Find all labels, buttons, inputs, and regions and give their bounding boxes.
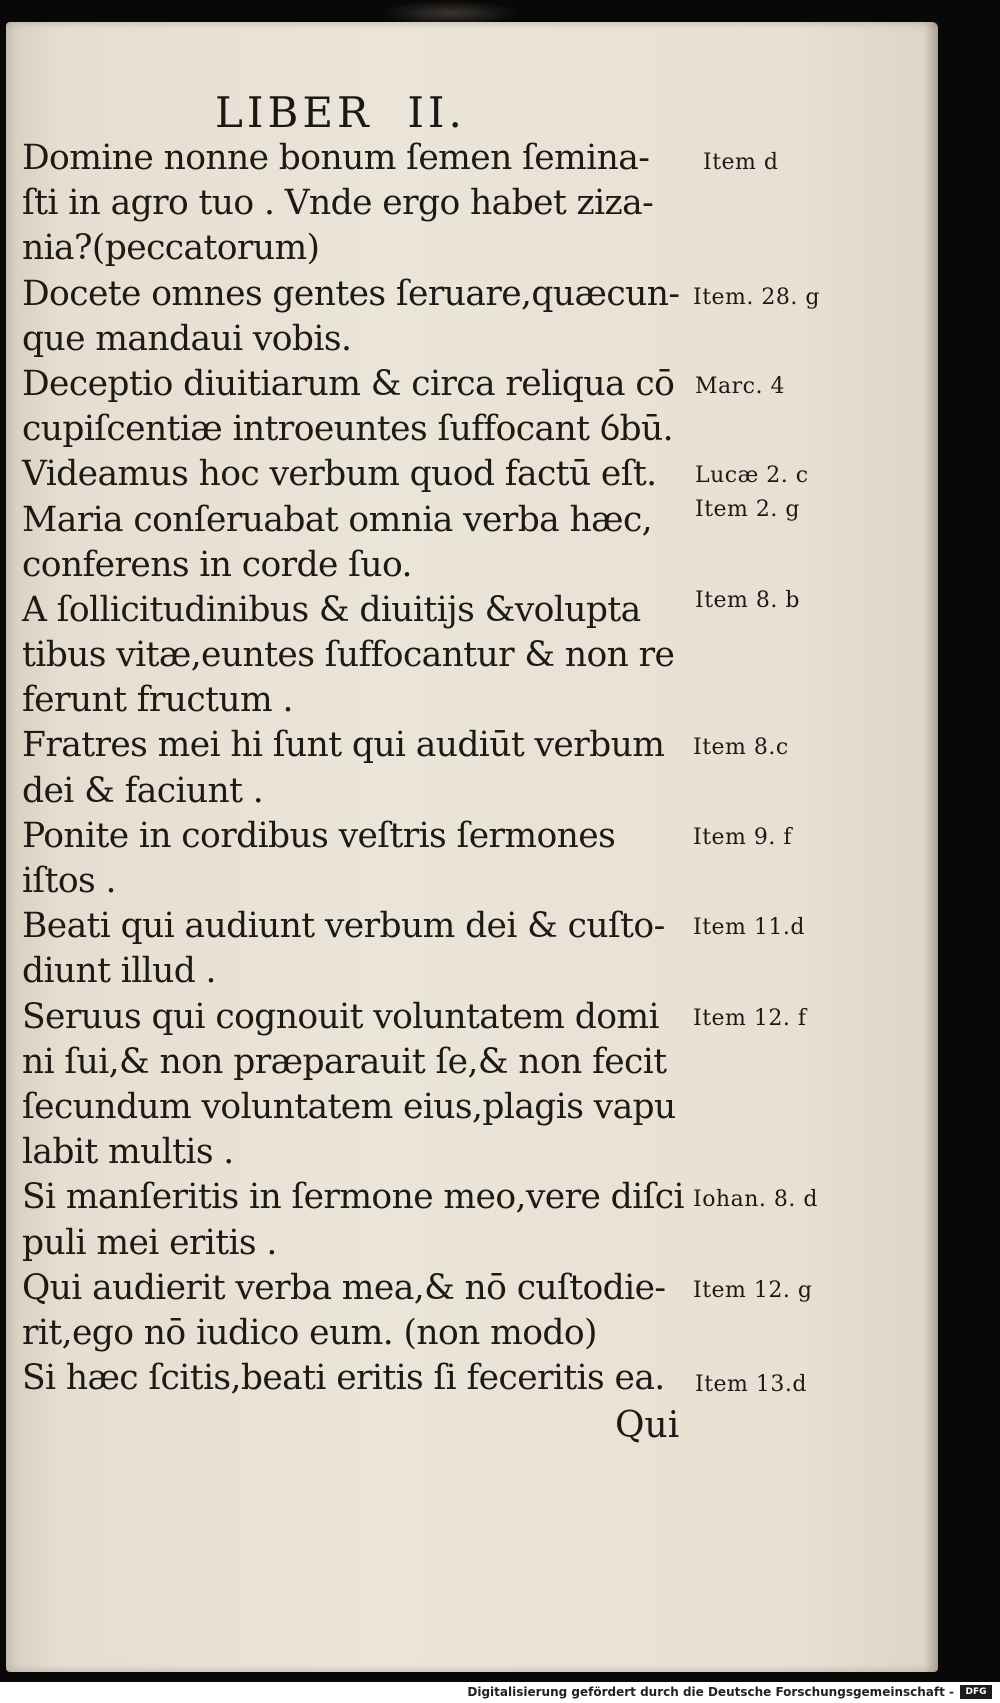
- text-line: cupiſcentiæ introeuntes ſuffocant ỽbū.: [22, 409, 674, 450]
- text-line: Si hæc ſcitis,beati eritis ſi feceritis ea.: [22, 1358, 665, 1399]
- margin-reference: Lucæ 2. c: [695, 463, 809, 488]
- text-line: que mandaui vobis.: [22, 318, 352, 359]
- text-line: ferunt fructum .: [22, 680, 293, 721]
- footer-bar: [0, 1682, 1000, 1703]
- margin-reference: Item 13.d: [695, 1372, 807, 1397]
- text-line: Maria conſeruabat omnia verba hæc,: [22, 499, 653, 540]
- text-line: Beati qui audiunt verbum dei & cuſto-: [22, 906, 665, 947]
- text-line: Ponite in cordibus veſtris ſermones: [22, 815, 616, 856]
- margin-reference: Item 12. g: [693, 1278, 813, 1303]
- text-line: tibus vitæ,euntes ſuffocantur & non re: [22, 635, 675, 676]
- margin-reference: Item 8. b: [695, 588, 800, 613]
- text-line: ſecundum voluntatem eius,plagis vapu: [22, 1086, 676, 1127]
- text-line: puli mei eritis .: [22, 1222, 277, 1263]
- margin-reference: Item 11.d: [693, 915, 805, 940]
- margin-reference: Item 9. f: [693, 825, 793, 850]
- page-edge-shadow: [924, 22, 938, 1672]
- margin-reference: Item 2. g: [695, 497, 800, 522]
- text-line: ni ſui,& non præparauit ſe,& non fecit: [22, 1041, 667, 1082]
- margin-reference: Marc. 4: [695, 374, 785, 399]
- margin-reference: Item 8.c: [693, 735, 789, 760]
- running-head: LIBER II.: [215, 88, 466, 137]
- text-line: A ſollicitudinibus & diuitijs &volupta: [22, 589, 641, 630]
- text-line: labit multis .: [22, 1132, 234, 1173]
- text-line: Domine nonne bonum ſemen ſemina-: [22, 138, 650, 178]
- dfg-logo: DFG: [960, 1685, 992, 1699]
- text-line: Videamus hoc verbum quod factū eſt.: [22, 454, 657, 495]
- text-line: Docete omnes gentes ſeruare,quæcun-: [22, 273, 680, 314]
- margin-reference: Item d: [703, 150, 779, 175]
- text-line: Qui audierit verba mea,& nō cuſtodie-: [22, 1267, 666, 1308]
- main-text: [22, 136, 682, 1401]
- margin-reference: Item. 28. g: [693, 285, 820, 310]
- text-line: iſtos .: [22, 861, 116, 901]
- text-line: dei & faciunt .: [22, 770, 264, 811]
- text-line: rit,ego nō iudico eum. (non modo): [22, 1312, 597, 1353]
- catchword: Qui: [615, 1405, 680, 1446]
- text-line: Si manſeritis in ſermone meo,vere diſci: [22, 1177, 684, 1218]
- text-line: nia?(peccatorum): [22, 228, 320, 269]
- text-line: Fratres mei hi ſunt qui audiūt verbum: [22, 725, 665, 766]
- text-line: ſti in agro tuo . Vnde ergo habet ziza-: [22, 183, 654, 224]
- margin-reference: Item 12. f: [693, 1006, 807, 1031]
- text-line: diunt illud .: [22, 951, 216, 992]
- margin-reference: Iohan. 8. d: [693, 1187, 818, 1212]
- text-line: Deceptio diuitiarum & circa reliqua cō: [22, 363, 675, 404]
- funding-credit: Digitalisierung gefördert durch die Deutsche Forschungsgemeinschaft -: [467, 1685, 954, 1699]
- text-line: Seruus qui cognouit voluntatem domi: [22, 996, 659, 1037]
- text-line: conferens in corde ſuo.: [22, 544, 412, 585]
